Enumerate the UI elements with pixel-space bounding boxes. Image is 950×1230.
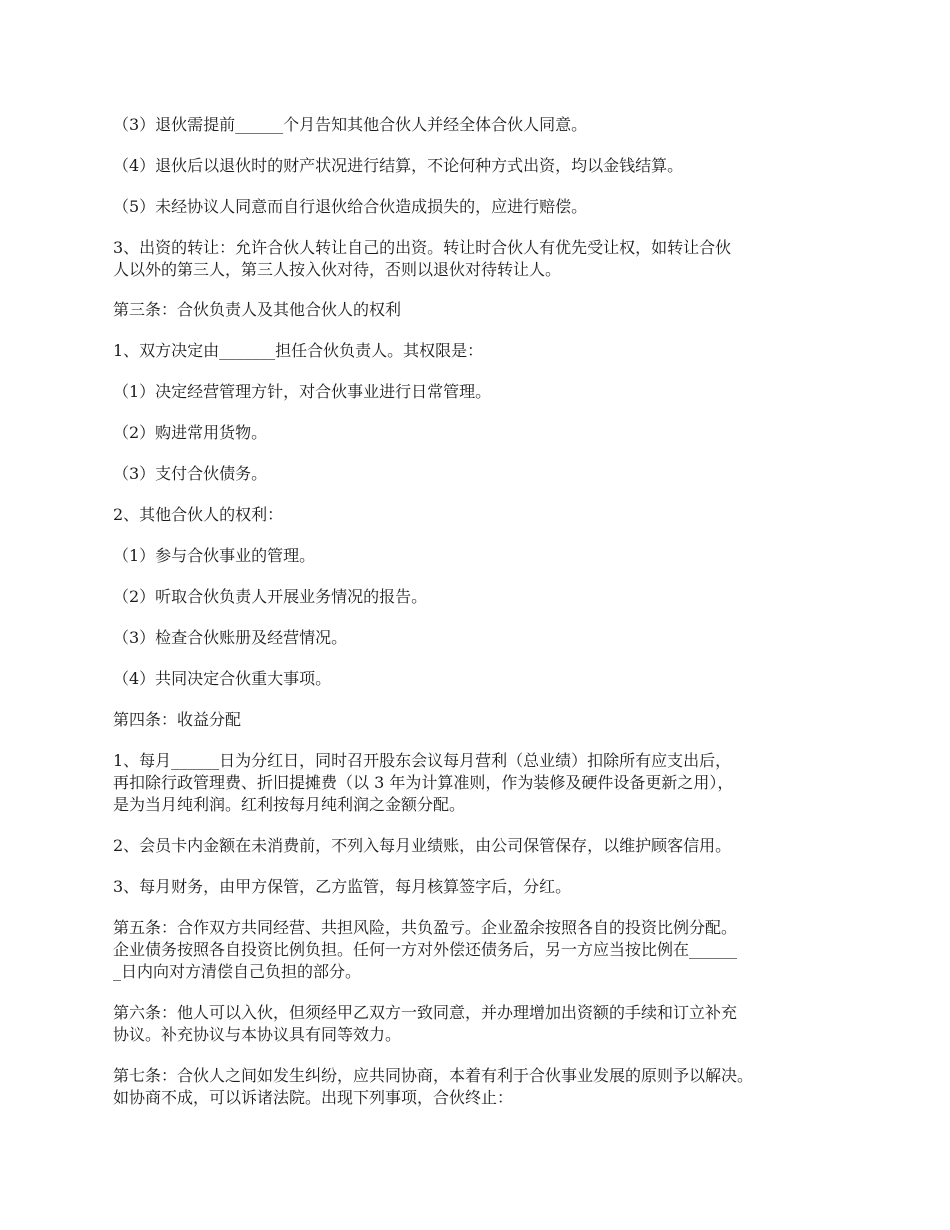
section-article-6 bbox=[113, 1002, 858, 1046]
text-line: 1、双方决定由_______担任合伙负责人。其权限是： bbox=[113, 341, 484, 360]
text-line: 3、出资的转让：允许合伙人转让自己的出资。转让时合伙人有优先受让权，如转让合伙 bbox=[113, 238, 732, 257]
section-article-7 bbox=[113, 1065, 858, 1109]
paragraph-partner-in-charge bbox=[113, 340, 858, 362]
paragraph-capital-transfer bbox=[113, 237, 858, 281]
section-heading-article-4 bbox=[113, 709, 858, 731]
paragraph-withdrawal-settlement bbox=[113, 155, 858, 177]
section-article-5 bbox=[113, 917, 858, 983]
list-item-management-policy bbox=[113, 381, 858, 403]
text-line: 2、其他合伙人的权利： bbox=[113, 505, 284, 524]
text-line: 如协商不成，可以诉诸法院。出现下列事项，合伙终止： bbox=[113, 1088, 514, 1107]
list-item-purchase-goods bbox=[113, 422, 858, 444]
text-line: 再扣除行政管理费、折旧提摊费（以 3 年为计算准则，作为装修及硬件设备更新之用）， bbox=[113, 773, 734, 792]
list-item-joint-decisions bbox=[113, 668, 858, 690]
list-item-pay-debts bbox=[113, 463, 858, 485]
text-line: 人以外的第三人，第三人按入伙对待，否则以退伙对待转让人。 bbox=[113, 260, 562, 279]
paragraph-other-partners-rights bbox=[113, 504, 858, 526]
text-line: （5）未经协议人同意而自行退伙给合伙造成损失的，应进行赔偿。 bbox=[113, 197, 588, 216]
paragraph-member-card bbox=[113, 835, 858, 857]
text-line: （4）退伙后以退伙时的财产状况进行结算，不论何种方式出资，均以金钱结算。 bbox=[113, 156, 684, 175]
text-line: 是为当月纯利润。红利按每月纯利润之金额分配。 bbox=[113, 795, 466, 814]
text-line: （3）支付合伙债务。 bbox=[113, 464, 268, 483]
text-line: （2）听取合伙负责人开展业务情况的报告。 bbox=[113, 587, 428, 606]
text-line: 第四条：收益分配 bbox=[113, 710, 242, 729]
paragraph-withdrawal-notice bbox=[113, 114, 858, 136]
text-line: （3）退伙需提前______个月告知其他合伙人并经全体合伙人同意。 bbox=[113, 115, 588, 134]
text-line: 协议。补充协议与本协议具有同等效力。 bbox=[113, 1025, 402, 1044]
text-line: 3、每月财务，由甲方保管，乙方监管，每月核算签字后，分红。 bbox=[113, 877, 572, 896]
list-item-hear-report bbox=[113, 586, 858, 608]
text-line: _日内向对方清偿自己负担的部分。 bbox=[113, 962, 362, 981]
text-line: （3）检查合伙账册及经营情况。 bbox=[113, 628, 348, 647]
list-item-participate bbox=[113, 545, 858, 567]
text-line: 第七条：合伙人之间如发生纠纷，应共同协商，本着有利于合伙事业发展的原则予以解决。 bbox=[113, 1066, 754, 1085]
text-line: （1）参与合伙事业的管理。 bbox=[113, 546, 316, 565]
paragraph-monthly-finance bbox=[113, 876, 858, 898]
section-heading-article-3 bbox=[113, 299, 858, 321]
list-item-inspect-books bbox=[113, 627, 858, 649]
text-line: 第六条：他人可以入伙，但须经甲乙双方一致同意，并办理增加出资额的手续和订立补充 bbox=[113, 1003, 738, 1022]
text-line: 企业债务按照各自投资比例负担。任何一方对外偿还债务后，另一方应当按比例在______ bbox=[113, 940, 738, 959]
text-line: 1、每月______日为分红日，同时召开股东会议每月营利（总业绩）扣除所有应支出后， bbox=[113, 751, 732, 770]
text-line: （1）决定经营管理方针，对合伙事业进行日常管理。 bbox=[113, 382, 492, 401]
text-line: 第三条：合伙负责人及其他合伙人的权利 bbox=[113, 300, 402, 319]
text-line: 2、会员卡内金额在未消费前，不列入每月业绩账，由公司保管保存，以维护顾客信用。 bbox=[113, 836, 732, 855]
text-line: （2）购进常用货物。 bbox=[113, 423, 268, 442]
text-line: 第五条：合作双方共同经营、共担风险，共负盈亏。企业盈余按照各自的投资比例分配。 bbox=[113, 918, 738, 937]
paragraph-dividend-day bbox=[113, 750, 858, 816]
text-line: （4）共同决定合伙重大事项。 bbox=[113, 669, 332, 688]
paragraph-withdrawal-compensation bbox=[113, 196, 858, 218]
